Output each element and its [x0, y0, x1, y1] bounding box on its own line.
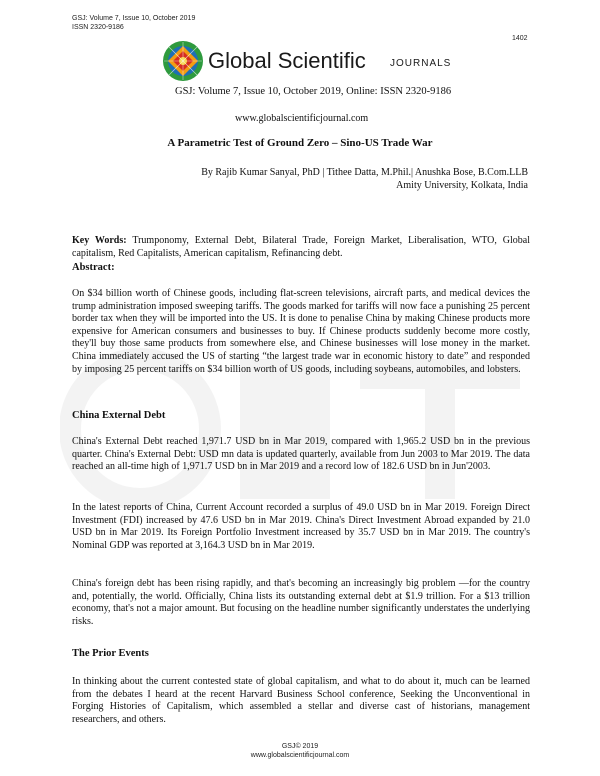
journal-line: GSJ: Volume 7, Issue 10, October 2019, Online: ISSN 2320-9186	[175, 86, 452, 97]
section2-paragraph-1: In thinking about the current contested state of global capitalism, and what to do about it, much can be learned from the debates I heard at the recent Harvard Business School conference, Seeking the Unconventional in Forging Histories of Capitalism, which assembled a stellar and diverse cast of historians, management researchers, and others.	[72, 676, 530, 725]
journal-logo-icon	[162, 40, 204, 82]
affiliation: Amity University, Kolkata, India	[396, 180, 528, 191]
footer-website-link[interactable]: www.globalscientificjournal.com	[250, 752, 350, 759]
issn-line: ISSN 2320-9186	[72, 24, 124, 31]
footer-copyright: GSJ© 2019	[281, 743, 319, 750]
section1-paragraph-3: China's foreign debt has been rising rapidly, and that's becoming an increasingly big problem —for the country and, potentially, the world. Officially, China lists its outstanding external debt at $1.9 trillion. For a $13 trillion economy, that's not a major amount. But focusing on the headline number significantly understates the underlying risks.	[72, 578, 530, 627]
keywords-paragraph	[72, 235, 530, 260]
section-heading-prior-events: The Prior Events	[72, 648, 149, 659]
section1-paragraph-1: China's External Debt reached 1,971.7 USD bn in Mar 2019, compared with 1,965.2 USD bn in the previous quarter. China's External Debt: USD mn data is updated quarterly, available from Jun 2003 to Mar 2019. The data reached an all-time high of 1,971.7 USD bn in Mar 2019 and a record low of 182.6 USD bn in Jun'2003.	[72, 436, 530, 473]
abstract-heading: Abstract:	[72, 262, 115, 273]
page-number: 1402	[512, 35, 528, 42]
logo-brand-subtext: JOURNALS	[390, 58, 452, 69]
keywords-label: Key Words:	[72, 235, 127, 246]
abstract-text: On $34 billion worth of Chinese goods, including flat-screen televisions, aircraft parts, and medical devices the trump administration imposed sweeping tariffs. The goods marked for tariffs will now face a punishing 25 percent border tax when they will be imported into the US. It is done to penalise China by making Chinese products more expensive for American consumers and businesses to buy. If Chinese products suddenly become more costly, they'll buy those same products from somewhere else, and Chinese businesses will lose money in the market. China immediately accused the US of starting “the largest trade war in economic history to date” and responded by imposing 25 percent tariffs on $34 billion worth of US goods, including soybeans, automobiles, and lobsters.	[72, 288, 530, 375]
keywords-text: Trumponomy, External Debt, Bilateral Trade, Foreign Market, Liberalisation, WTO, Global capitalism, Red Capitalists, American capitalism, Refinancing debt.	[72, 235, 530, 259]
volume-line: GSJ: Volume 7, Issue 10, October 2019	[72, 15, 196, 22]
logo-brand-text: Global Scientific	[208, 48, 366, 73]
section1-paragraph-2: In the latest reports of China, Current Account recorded a surplus of 49.0 USD bn in Mar 2019. Foreign Direct Investment (FDI) increased by 47.6 USD bn in Mar 2019. China's Direct Investment Abroad expanded by 21.0 USD bn in Mar 2019. Its Foreign Portfolio Investment increased by 35.7 USD bn in Mar 2019. The country's Nominal GDP was reported at 3,164.3 USD bn in Mar 2019.	[72, 502, 530, 551]
author-list: By Rajib Kumar Sanyal, PhD | Tithee Datta, M.Phil.| Anushka Bose, B.Com.LLB	[201, 167, 528, 178]
journal-website-link[interactable]: www.globalscientificjournal.com	[235, 113, 369, 124]
paper-title: A Parametric Test of Ground Zero – Sino-US Trade War	[167, 137, 433, 149]
section-heading-china-external-debt: China External Debt	[72, 410, 166, 421]
